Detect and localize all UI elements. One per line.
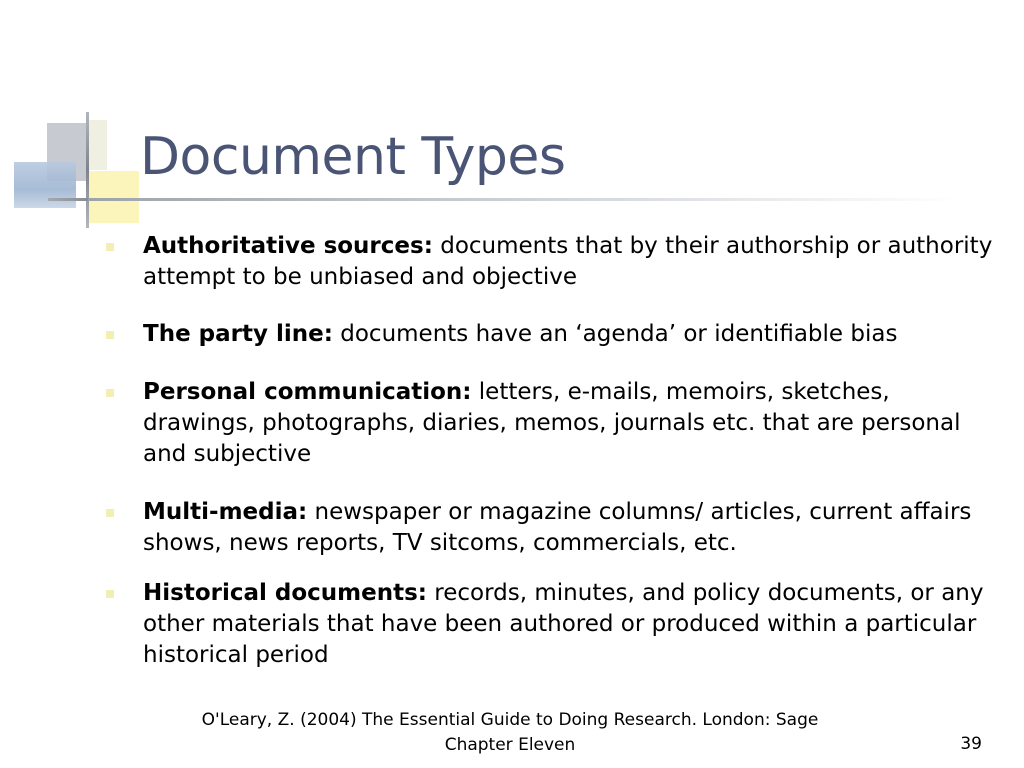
bullet-term: Historical documents: xyxy=(143,580,427,606)
title-underline xyxy=(88,198,960,201)
bullet-item-historical-documents xyxy=(143,578,993,671)
bullet-text: documents that by their authorship or authority attempt to be unbiased and objective xyxy=(143,233,993,290)
ornament-cream-square xyxy=(87,120,107,170)
chapter-label: Chapter Eleven xyxy=(444,735,576,755)
bullet-text: documents have an ‘agenda’ or identifiable bias xyxy=(332,321,898,347)
ornament-blue-square xyxy=(14,162,76,208)
bullet-marker xyxy=(106,389,114,397)
ornament-yellow-square xyxy=(87,171,139,223)
bullet-marker xyxy=(106,331,114,339)
bullet-text: records, minutes, and policy documents, or any other materials that have been authored or produced within a particular historical period xyxy=(143,580,984,668)
bullet-text: letters, e-mails, memoirs, sketches, drawings, photographs, diaries, memos, journals etc. that are personal and subjective xyxy=(143,379,961,467)
page-number: 39 xyxy=(960,734,982,754)
bullet-marker xyxy=(106,590,114,598)
bullet-term: Personal communication: xyxy=(143,379,472,405)
bullet-item-personal-communication xyxy=(143,377,993,470)
slide-title: Document Types xyxy=(140,127,566,187)
bullet-term: Authoritative sources: xyxy=(143,233,433,259)
citation-text: O'Leary, Z. (2004) The Essential Guide to Doing Research. London: Sage xyxy=(201,710,819,730)
bullet-item-multi-media xyxy=(143,497,993,559)
bullet-text: newspaper or magazine columns/ articles, current affairs shows, news reports, TV sitcoms, commercials, etc. xyxy=(143,499,972,556)
corner-ornament xyxy=(0,0,140,240)
bullet-item-authoritative-sources xyxy=(143,231,993,293)
bullet-term: Multi-media: xyxy=(143,499,308,525)
ornament-vertical-line xyxy=(86,112,89,228)
bullet-term: The party line: xyxy=(143,321,333,347)
bullet-item-party-line xyxy=(143,319,993,350)
footer-citation xyxy=(190,708,830,758)
bullet-marker xyxy=(106,243,114,251)
bullet-marker xyxy=(106,509,114,517)
